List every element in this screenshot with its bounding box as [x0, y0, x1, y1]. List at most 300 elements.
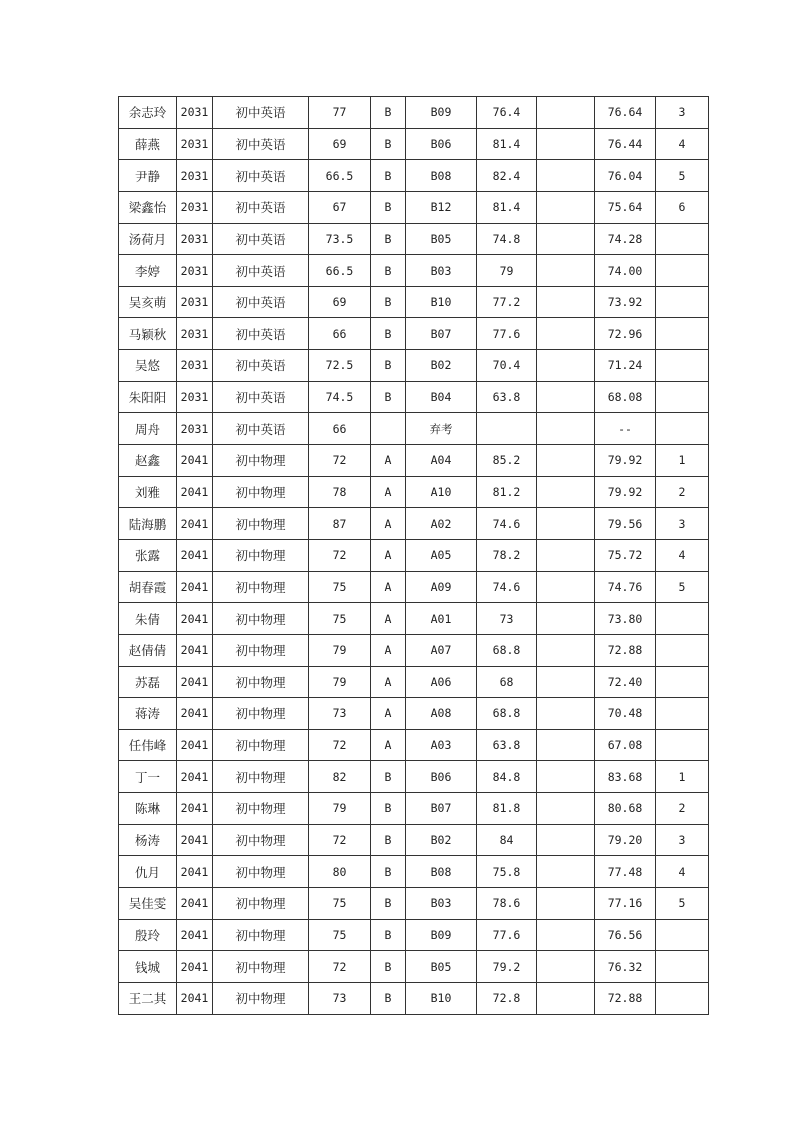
position-code-cell: 2041 — [177, 508, 213, 540]
lot-number-cell: B08 — [406, 160, 477, 192]
rank-cell: 6 — [656, 191, 709, 223]
subject-cell: 初中物理 — [213, 919, 309, 951]
position-code-cell: 2041 — [177, 571, 213, 603]
lot-number-cell: B08 — [406, 856, 477, 888]
candidate-name-cell: 陈琳 — [119, 793, 177, 825]
interview-score-cell: 74.8 — [477, 223, 537, 255]
group-cell: A — [371, 666, 406, 698]
written-score-cell: 69 — [309, 128, 371, 160]
table-row — [119, 318, 709, 350]
written-score-cell: 72 — [309, 445, 371, 477]
lot-number-cell: A03 — [406, 729, 477, 761]
table-row — [119, 729, 709, 761]
total-score-cell: 74.28 — [595, 223, 656, 255]
group-cell: A — [371, 445, 406, 477]
subject-cell: 初中物理 — [213, 729, 309, 761]
lot-number-cell: B06 — [406, 761, 477, 793]
table-row — [119, 97, 709, 129]
interview-score-cell: 75.8 — [477, 856, 537, 888]
lot-number-cell: B05 — [406, 223, 477, 255]
total-score-cell: 79.92 — [595, 445, 656, 477]
interview-score-cell: 85.2 — [477, 445, 537, 477]
position-code-cell: 2041 — [177, 888, 213, 920]
total-score-cell: 73.80 — [595, 603, 656, 635]
table-row — [119, 603, 709, 635]
blank-cell — [537, 634, 595, 666]
position-code-cell: 2041 — [177, 445, 213, 477]
interview-score-cell: 84 — [477, 824, 537, 856]
rank-cell: 5 — [656, 160, 709, 192]
interview-score-cell: 81.8 — [477, 793, 537, 825]
group-cell: B — [371, 951, 406, 983]
candidate-name-cell: 李婷 — [119, 255, 177, 287]
blank-cell — [537, 508, 595, 540]
table-row — [119, 698, 709, 730]
written-score-cell: 78 — [309, 476, 371, 508]
group-cell: B — [371, 824, 406, 856]
position-code-cell: 2031 — [177, 381, 213, 413]
written-score-cell: 75 — [309, 571, 371, 603]
total-score-cell: 76.56 — [595, 919, 656, 951]
position-code-cell: 2041 — [177, 919, 213, 951]
lot-number-cell: B04 — [406, 381, 477, 413]
candidate-name-cell: 吴悠 — [119, 350, 177, 382]
interview-score-cell: 63.8 — [477, 729, 537, 761]
position-code-cell: 2031 — [177, 191, 213, 223]
position-code-cell: 2041 — [177, 824, 213, 856]
lot-number-cell: B12 — [406, 191, 477, 223]
position-code-cell: 2031 — [177, 128, 213, 160]
group-cell: A — [371, 476, 406, 508]
lot-number-cell: B02 — [406, 350, 477, 382]
blank-cell — [537, 729, 595, 761]
written-score-cell: 72.5 — [309, 350, 371, 382]
position-code-cell: 2041 — [177, 982, 213, 1014]
position-code-cell: 2031 — [177, 286, 213, 318]
rank-cell — [656, 286, 709, 318]
rank-cell: 4 — [656, 539, 709, 571]
blank-cell — [537, 793, 595, 825]
lot-number-cell: B10 — [406, 982, 477, 1014]
written-score-cell: 69 — [309, 286, 371, 318]
group-cell: B — [371, 919, 406, 951]
table-row — [119, 761, 709, 793]
blank-cell — [537, 539, 595, 571]
candidate-name-cell: 任伟峰 — [119, 729, 177, 761]
subject-cell: 初中物理 — [213, 571, 309, 603]
candidate-name-cell: 王二其 — [119, 982, 177, 1014]
lot-number-cell: B03 — [406, 888, 477, 920]
total-score-cell: 83.68 — [595, 761, 656, 793]
candidate-name-cell: 杨涛 — [119, 824, 177, 856]
candidate-name-cell: 尹静 — [119, 160, 177, 192]
interview-score-cell: 68 — [477, 666, 537, 698]
position-code-cell: 2031 — [177, 160, 213, 192]
blank-cell — [537, 856, 595, 888]
table-row — [119, 381, 709, 413]
table-row — [119, 255, 709, 287]
group-cell: B — [371, 318, 406, 350]
candidate-name-cell: 张露 — [119, 539, 177, 571]
position-code-cell: 2041 — [177, 761, 213, 793]
position-code-cell: 2031 — [177, 255, 213, 287]
table-row — [119, 571, 709, 603]
candidate-name-cell: 马颖秋 — [119, 318, 177, 350]
total-score-cell: 70.48 — [595, 698, 656, 730]
interview-score-cell: 77.6 — [477, 318, 537, 350]
position-code-cell: 2031 — [177, 413, 213, 445]
total-score-cell: 77.48 — [595, 856, 656, 888]
rank-cell — [656, 223, 709, 255]
subject-cell: 初中物理 — [213, 445, 309, 477]
table-row — [119, 350, 709, 382]
subject-cell: 初中英语 — [213, 381, 309, 413]
blank-cell — [537, 318, 595, 350]
blank-cell — [537, 919, 595, 951]
rank-cell — [656, 982, 709, 1014]
blank-cell — [537, 761, 595, 793]
lot-number-cell: B07 — [406, 793, 477, 825]
blank-cell — [537, 255, 595, 287]
total-score-cell: 75.64 — [595, 191, 656, 223]
subject-cell: 初中英语 — [213, 97, 309, 129]
subject-cell: 初中物理 — [213, 476, 309, 508]
table-row — [119, 413, 709, 445]
lot-number-cell: B02 — [406, 824, 477, 856]
position-code-cell: 2041 — [177, 603, 213, 635]
blank-cell — [537, 982, 595, 1014]
lot-number-cell: A01 — [406, 603, 477, 635]
table-row — [119, 476, 709, 508]
rank-cell: 4 — [656, 128, 709, 160]
position-code-cell: 2041 — [177, 476, 213, 508]
lot-number-cell: A04 — [406, 445, 477, 477]
written-score-cell: 72 — [309, 824, 371, 856]
total-score-cell: 74.00 — [595, 255, 656, 287]
rank-cell: 2 — [656, 793, 709, 825]
subject-cell: 初中物理 — [213, 856, 309, 888]
subject-cell: 初中物理 — [213, 634, 309, 666]
group-cell: A — [371, 698, 406, 730]
candidate-name-cell: 朱阳阳 — [119, 381, 177, 413]
lot-number-cell: B10 — [406, 286, 477, 318]
lot-number-cell: A05 — [406, 539, 477, 571]
table-row — [119, 539, 709, 571]
subject-cell: 初中英语 — [213, 286, 309, 318]
rank-cell: 1 — [656, 445, 709, 477]
position-code-cell: 2041 — [177, 729, 213, 761]
table-row — [119, 982, 709, 1014]
written-score-cell: 79 — [309, 666, 371, 698]
rank-cell — [656, 318, 709, 350]
position-code-cell: 2031 — [177, 318, 213, 350]
interview-score-cell: 73 — [477, 603, 537, 635]
interview-score-cell: 76.4 — [477, 97, 537, 129]
total-score-cell: 74.76 — [595, 571, 656, 603]
rank-cell — [656, 381, 709, 413]
written-score-cell: 73.5 — [309, 223, 371, 255]
group-cell — [371, 413, 406, 445]
position-code-cell: 2041 — [177, 856, 213, 888]
candidate-name-cell: 吴亥萌 — [119, 286, 177, 318]
rank-cell: 5 — [656, 888, 709, 920]
blank-cell — [537, 571, 595, 603]
subject-cell: 初中英语 — [213, 255, 309, 287]
lot-number-cell: A07 — [406, 634, 477, 666]
group-cell: B — [371, 160, 406, 192]
blank-cell — [537, 286, 595, 318]
rank-cell — [656, 951, 709, 983]
group-cell: B — [371, 97, 406, 129]
total-score-cell: 75.72 — [595, 539, 656, 571]
table-row — [119, 286, 709, 318]
group-cell: B — [371, 856, 406, 888]
subject-cell: 初中英语 — [213, 413, 309, 445]
candidate-name-cell: 薛燕 — [119, 128, 177, 160]
lot-number-cell: A06 — [406, 666, 477, 698]
written-score-cell: 77 — [309, 97, 371, 129]
blank-cell — [537, 381, 595, 413]
written-score-cell: 72 — [309, 951, 371, 983]
total-score-cell: 71.24 — [595, 350, 656, 382]
group-cell: B — [371, 350, 406, 382]
score-table-body — [119, 97, 709, 1015]
interview-score-cell: 74.6 — [477, 508, 537, 540]
position-code-cell: 2031 — [177, 97, 213, 129]
written-score-cell: 75 — [309, 919, 371, 951]
candidate-name-cell: 吴佳雯 — [119, 888, 177, 920]
group-cell: B — [371, 381, 406, 413]
rank-cell — [656, 698, 709, 730]
rank-cell: 2 — [656, 476, 709, 508]
candidate-name-cell: 丁一 — [119, 761, 177, 793]
written-score-cell: 79 — [309, 634, 371, 666]
candidate-name-cell: 苏磊 — [119, 666, 177, 698]
group-cell: A — [371, 539, 406, 571]
written-score-cell: 72 — [309, 539, 371, 571]
interview-score-cell: 81.2 — [477, 476, 537, 508]
interview-score-cell: 63.8 — [477, 381, 537, 413]
total-score-cell: 72.88 — [595, 982, 656, 1014]
blank-cell — [537, 160, 595, 192]
table-row — [119, 824, 709, 856]
written-score-cell: 67 — [309, 191, 371, 223]
interview-score-cell: 82.4 — [477, 160, 537, 192]
candidate-name-cell: 周舟 — [119, 413, 177, 445]
group-cell: B — [371, 982, 406, 1014]
candidate-name-cell: 刘雅 — [119, 476, 177, 508]
interview-score-cell: 78.6 — [477, 888, 537, 920]
total-score-cell: 73.92 — [595, 286, 656, 318]
candidate-name-cell: 朱倩 — [119, 603, 177, 635]
written-score-cell: 72 — [309, 729, 371, 761]
interview-score-cell: 81.4 — [477, 128, 537, 160]
position-code-cell: 2041 — [177, 698, 213, 730]
table-row — [119, 160, 709, 192]
subject-cell: 初中物理 — [213, 793, 309, 825]
blank-cell — [537, 128, 595, 160]
lot-number-cell: A02 — [406, 508, 477, 540]
subject-cell: 初中物理 — [213, 666, 309, 698]
candidate-name-cell: 陆海鹏 — [119, 508, 177, 540]
rank-cell — [656, 919, 709, 951]
group-cell: A — [371, 729, 406, 761]
group-cell: A — [371, 603, 406, 635]
total-score-cell: 79.20 — [595, 824, 656, 856]
subject-cell: 初中物理 — [213, 824, 309, 856]
interview-score-cell: 81.4 — [477, 191, 537, 223]
group-cell: B — [371, 761, 406, 793]
group-cell: A — [371, 634, 406, 666]
interview-score-cell: 68.8 — [477, 698, 537, 730]
subject-cell: 初中英语 — [213, 350, 309, 382]
written-score-cell: 79 — [309, 793, 371, 825]
candidate-name-cell: 仇月 — [119, 856, 177, 888]
subject-cell: 初中物理 — [213, 698, 309, 730]
interview-score-cell: 77.2 — [477, 286, 537, 318]
group-cell: B — [371, 191, 406, 223]
lot-number-cell: B07 — [406, 318, 477, 350]
written-score-cell: 80 — [309, 856, 371, 888]
lot-number-cell: A08 — [406, 698, 477, 730]
total-score-cell: 76.44 — [595, 128, 656, 160]
table-row — [119, 508, 709, 540]
subject-cell: 初中物理 — [213, 951, 309, 983]
rank-cell: 3 — [656, 508, 709, 540]
group-cell: B — [371, 223, 406, 255]
blank-cell — [537, 888, 595, 920]
lot-number-cell: B06 — [406, 128, 477, 160]
total-score-cell: 76.32 — [595, 951, 656, 983]
subject-cell: 初中英语 — [213, 191, 309, 223]
lot-number-cell: 弃考 — [406, 413, 477, 445]
table-row — [119, 223, 709, 255]
total-score-cell: 76.04 — [595, 160, 656, 192]
table-row — [119, 128, 709, 160]
interview-score-cell: 77.6 — [477, 919, 537, 951]
subject-cell: 初中物理 — [213, 508, 309, 540]
rank-cell — [656, 666, 709, 698]
interview-score-cell: 84.8 — [477, 761, 537, 793]
subject-cell: 初中物理 — [213, 539, 309, 571]
lot-number-cell: B09 — [406, 97, 477, 129]
written-score-cell: 66 — [309, 318, 371, 350]
written-score-cell: 73 — [309, 698, 371, 730]
table-row — [119, 856, 709, 888]
rank-cell: 3 — [656, 824, 709, 856]
blank-cell — [537, 476, 595, 508]
position-code-cell: 2041 — [177, 539, 213, 571]
blank-cell — [537, 97, 595, 129]
rank-cell: 4 — [656, 856, 709, 888]
written-score-cell: 82 — [309, 761, 371, 793]
blank-cell — [537, 666, 595, 698]
written-score-cell: 87 — [309, 508, 371, 540]
subject-cell: 初中物理 — [213, 603, 309, 635]
interview-score-cell: 70.4 — [477, 350, 537, 382]
written-score-cell: 73 — [309, 982, 371, 1014]
blank-cell — [537, 698, 595, 730]
candidate-name-cell: 蒋涛 — [119, 698, 177, 730]
lot-number-cell: A10 — [406, 476, 477, 508]
interview-score-cell: 74.6 — [477, 571, 537, 603]
candidate-name-cell: 赵倩倩 — [119, 634, 177, 666]
total-score-cell: 68.08 — [595, 381, 656, 413]
rank-cell — [656, 603, 709, 635]
rank-cell — [656, 634, 709, 666]
total-score-cell: 79.92 — [595, 476, 656, 508]
position-code-cell: 2041 — [177, 793, 213, 825]
subject-cell: 初中英语 — [213, 223, 309, 255]
lot-number-cell: A09 — [406, 571, 477, 603]
total-score-cell: 77.16 — [595, 888, 656, 920]
total-score-cell: 72.96 — [595, 318, 656, 350]
subject-cell: 初中英语 — [213, 128, 309, 160]
position-code-cell: 2031 — [177, 223, 213, 255]
total-score-cell: 80.68 — [595, 793, 656, 825]
subject-cell: 初中物理 — [213, 761, 309, 793]
interview-score-cell — [477, 413, 537, 445]
table-row — [119, 445, 709, 477]
rank-cell — [656, 413, 709, 445]
interview-score-cell: 79.2 — [477, 951, 537, 983]
blank-cell — [537, 824, 595, 856]
position-code-cell: 2031 — [177, 350, 213, 382]
subject-cell: 初中英语 — [213, 318, 309, 350]
blank-cell — [537, 191, 595, 223]
group-cell: B — [371, 255, 406, 287]
position-code-cell: 2041 — [177, 666, 213, 698]
written-score-cell: 66 — [309, 413, 371, 445]
group-cell: A — [371, 571, 406, 603]
candidate-name-cell: 梁鑫怡 — [119, 191, 177, 223]
rank-cell: 3 — [656, 97, 709, 129]
written-score-cell: 75 — [309, 603, 371, 635]
group-cell: B — [371, 128, 406, 160]
blank-cell — [537, 603, 595, 635]
interview-score-cell: 68.8 — [477, 634, 537, 666]
rank-cell — [656, 350, 709, 382]
table-row — [119, 191, 709, 223]
total-score-cell: 76.64 — [595, 97, 656, 129]
total-score-cell: 67.08 — [595, 729, 656, 761]
blank-cell — [537, 445, 595, 477]
subject-cell: 初中英语 — [213, 160, 309, 192]
blank-cell — [537, 413, 595, 445]
table-row — [119, 666, 709, 698]
table-row — [119, 951, 709, 983]
lot-number-cell: B03 — [406, 255, 477, 287]
table-row — [119, 888, 709, 920]
position-code-cell: 2041 — [177, 634, 213, 666]
group-cell: B — [371, 286, 406, 318]
lot-number-cell: B05 — [406, 951, 477, 983]
rank-cell: 5 — [656, 571, 709, 603]
candidate-name-cell: 余志玲 — [119, 97, 177, 129]
candidate-name-cell: 胡春霞 — [119, 571, 177, 603]
group-cell: A — [371, 508, 406, 540]
table-row — [119, 793, 709, 825]
subject-cell: 初中物理 — [213, 982, 309, 1014]
candidate-name-cell: 殷玲 — [119, 919, 177, 951]
written-score-cell: 66.5 — [309, 255, 371, 287]
candidate-name-cell: 钱城 — [119, 951, 177, 983]
total-score-cell: -- — [595, 413, 656, 445]
written-score-cell: 66.5 — [309, 160, 371, 192]
table-row — [119, 634, 709, 666]
total-score-cell: 79.56 — [595, 508, 656, 540]
position-code-cell: 2041 — [177, 951, 213, 983]
